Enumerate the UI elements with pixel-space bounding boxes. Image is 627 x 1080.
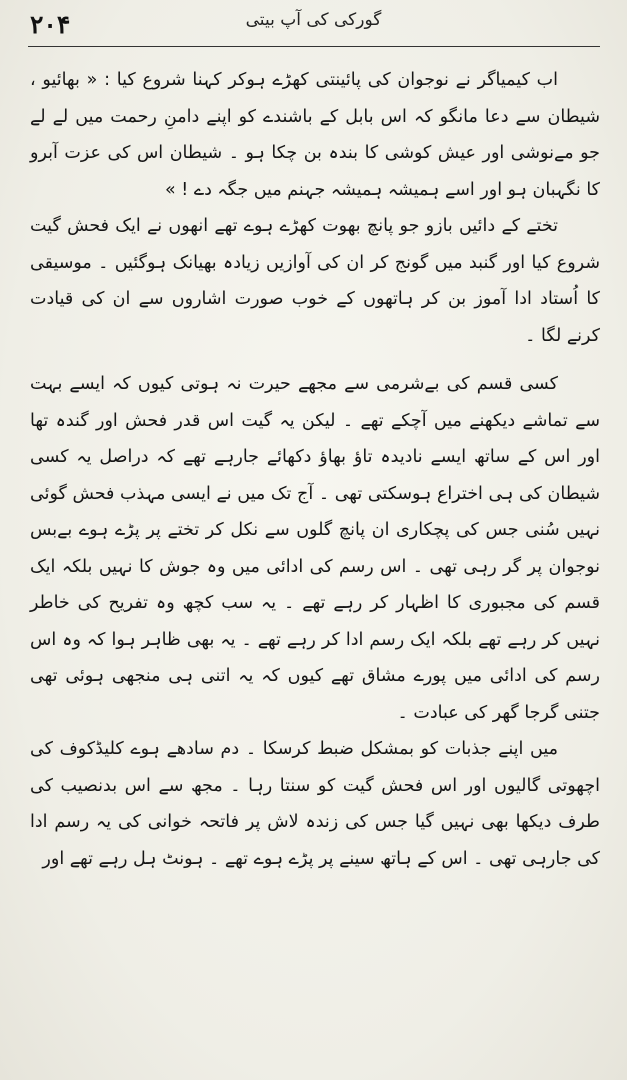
page-number: ۲۰۴ <box>30 10 71 39</box>
header-rule <box>28 46 600 47</box>
paragraph-1: اب کیمیاگر نے نوجوان کی پائینتی کھڑے ہوکر کہنا شروع کیا : « بھائیو ، شیطان سے دعا مانگو کہ اس بابل کے باشندے کو اپنے دامنِ رحمت میں لے لے جو مےنوشی اور عیش کوشی کا بندہ بن چکا ہو ۔ شیطان اس کی عزت آبرو کا نگہبان ہو اور اسے ہمیشہ ہمیشہ جہنم میں جگہ دے ! » <box>30 70 600 200</box>
running-title: گورکی کی آپ بیتی <box>245 10 382 30</box>
paragraph-4: میں اپنے جذبات کو بمشکل ضبط کرسکا ۔ دم سادھے ہوے کلیڈکوف کی اچھوتی گالیوں اور اس فحش گیت کو سنتا رہا ۔ مجھ سے اس بدنصیب کی طرف دیکھا بھی نہیں گیا جس کی زندہ لاش پر فاتحہ خوانی کی یہ رسم ادا کی جارہی تھی ۔ اس کے ہاتھ سینے پر پڑے ہوے تھے ۔ ہونٹ ہل رہے تھے اور <box>30 739 600 869</box>
paragraph-2: تختے کے دائیں بازو جو پانچ بھوت کھڑے ہوے تھے انھوں نے ایک فحش گیت شروع کیا اور گنبد میں گونج کر ان کی آوازیں زیادہ بھیانک ہوگئیں ۔ موسیقی کا اُستاد ادا آموز بن کر ہاتھوں کے خوب صورت اشاروں سے ان کی قیادت کرنے لگا ۔ <box>30 216 600 346</box>
page-body <box>30 62 600 877</box>
paragraph-3: کسی قسم کی بےشرمی سے مجھے حیرت نہ ہوتی کیوں کہ ایسے بہت سے تماشے دیکھنے میں آچکے تھے ۔ لیکن یہ گیت اس قدر فحش اور گندہ تھا اور اس کے ساتھ ایسے نادیدہ تاؤ بھاؤ دکھائے جارہے تھے کہ دراصل یہ کسی شیطان کی ہی اختراع ہوسکتی تھی ۔ آج تک میں نے ایسی مہذب فحش گوئی نہیں سُنی جس کی پچکاری ان پانچ گلوں سے نکل کر تختے پر پڑے ہوے بےبس نوجوان پر گر رہی تھی ۔ اس رسم کی ادائی میں وہ جوش کا نہیں بلکہ ایک قسم کی مجبوری کا اظہار کر رہے تھے ۔ یہ سب کچھ وہ تفریح کی خاطر نہیں کر رہے تھے بلکہ ایک رسم ادا کر رہے تھے ۔ یہ بھی ظاہر ہوا کہ وہ اس رسم کی ادائی میں پورے مشاق تھے کیوں کہ یہ اتنی ہی منجھی ہوئی تھی جتنی گرجا گھر کی عبادت ۔ <box>30 374 600 723</box>
